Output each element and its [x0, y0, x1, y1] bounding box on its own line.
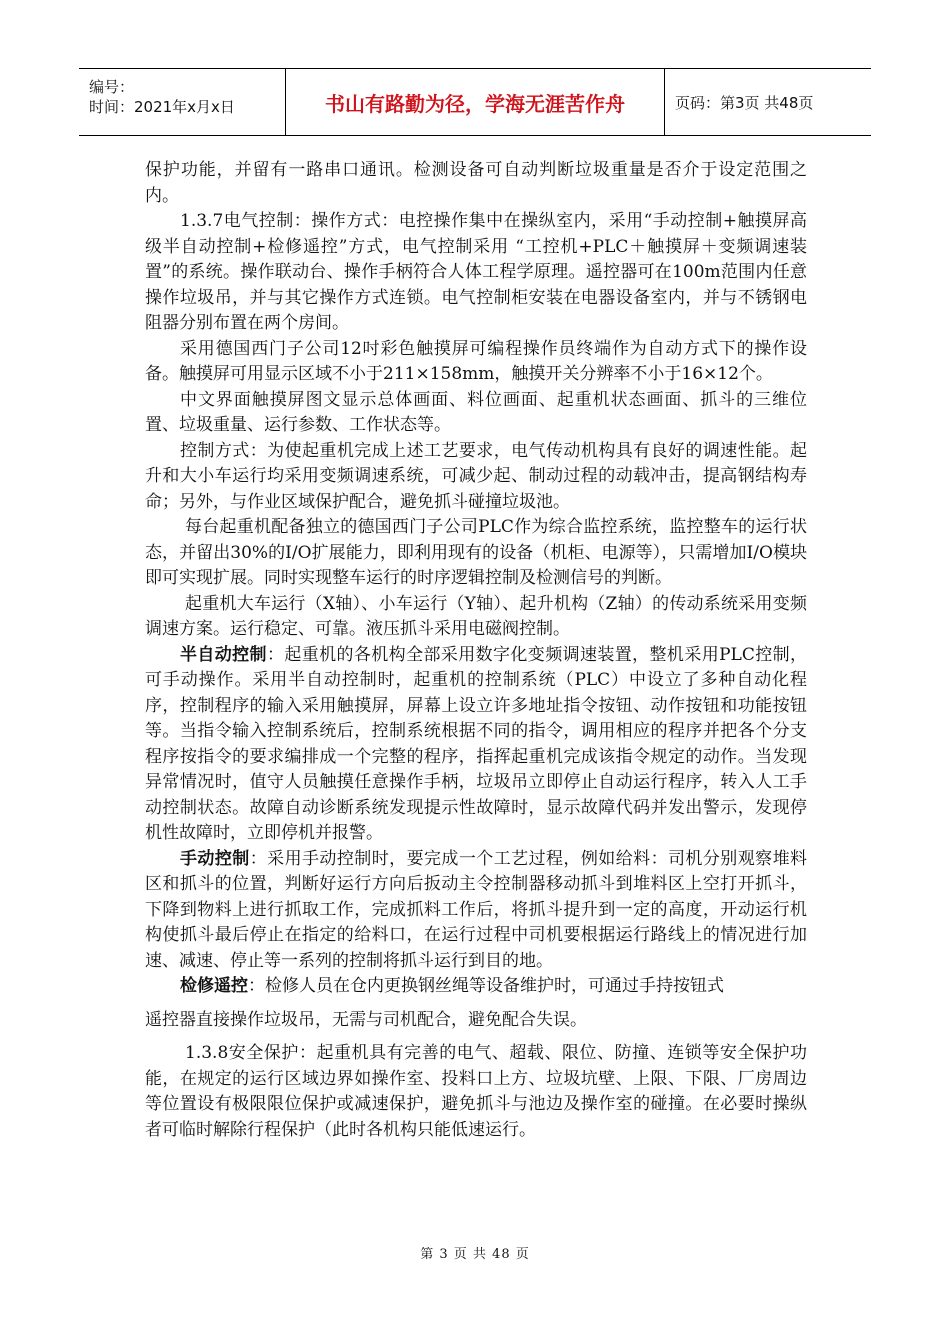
header-page-info: 页码：第3页 共48页 [675, 93, 814, 112]
paragraph [145, 643, 807, 847]
page-header [79, 68, 871, 136]
document-body [145, 158, 807, 1143]
paragraph: 保护功能，并留有一路串口通讯。检测设备可自动判断垃圾重量是否介于设定范围之内。 [145, 160, 807, 206]
header-meta [79, 69, 285, 135]
paragraph: 采用德国西门子公司12吋彩色触摸屏可编程操作员终端作为自动方式下的操作设备。触摸屏可用显示区域不小于211×158mm，触摸开关分辨率不小于16×12个。 [145, 338, 807, 384]
paragraph: 控制方式：为使起重机完成上述工艺要求，电气传动机构具有良好的调速性能。起升和大小车运行均采用变频调速系统，可减少起、制动过程的动载冲击，提高钢结构寿命；另外，与作业区域保护配合，避免抓斗碰撞垃圾池。 [145, 440, 807, 512]
paragraph [145, 974, 807, 1000]
header-motto: 书山有路勤为径，学海无涯苦作舟 [285, 69, 665, 135]
paragraph: 1.3.7电气控制：操作方式：电控操作集中在操纵室内，采用“手动控制+触摸屏高级半自动控制+检修遥控”方式，电气控制采用 “工控机+PLC＋触摸屏＋变频调速装置”的系统。操作联动台、操作手柄符合人体工程学原理。遥控器可在100m范围内任意操作垃圾吊，并与其它操作方式连锁。电气控制柜安装在电器设备室内，并与不锈钢电阻器分别布置在两个房间。 [145, 211, 807, 333]
section-lead: 检修遥控 [180, 976, 248, 996]
paragraph: 中文界面触摸屏图文显示总体画面、料位画面、起重机状态画面、抓斗的三维位置、垃圾重量、运行参数、工作状态等。 [145, 389, 807, 435]
paragraph-text: ：起重机的各机构全部采用数字化变频调速装置，整机采用PLC控制，可手动操作。采用半自动控制时，起重机的控制系统（PLC）中设立了多种自动化程序，控制程序的输入采用触摸屏，屏幕上设立许多地址指令按钮、动作按钮和功能按钮等。当指令输入控制系统后，控制系统根据不同的指令，调用相应的程序并把各个分支程序按指令的要求编排成一个完整的程序，指挥起重机完成该指令规定的动作。当发现异常情况时，值守人员触摸任意操作手柄，垃圾吊立即停止自动运行程序，转入人工手动控制状态。故障自动诊断系统发现提示性故障时，显示故障代码并发出警示，发现停机性故障时，立即停机并报警。 [145, 644, 808, 843]
doc-number-label: 编号： [89, 78, 135, 96]
paragraph: 起重机大车运行（X轴）、小车运行（Y轴）、起升机构（Z轴）的传动系统采用变频调速方案。运行稳定、可靠。液压抓斗采用电磁阀控制。 [145, 593, 807, 639]
section-lead: 手动控制 [180, 848, 250, 869]
paragraph: 遥控器直接操作垃圾吊，无需与司机配合，避免配合失误。 [145, 1009, 587, 1030]
paragraph [145, 847, 807, 975]
paragraph: 1.3.8安全保护：起重机具有完善的电气、超载、限位、防撞、连锁等安全保护功能，在规定的运行区域边界如操作室、投料口上方、垃圾坑壁、上限、下限、厂房周边等位置设有极限限位保护或减速保护，避免抓斗与池边及操作室的碰撞。在必要时操纵者可临时解除行程保护（此时各机构只能低速运行。 [145, 1043, 807, 1140]
page-footer: 第 3 页 共 48 页 [420, 1247, 530, 1262]
section-lead: 半自动控制 [180, 644, 267, 665]
doc-time-label: 时间：2021年x月x日 [89, 98, 235, 116]
paragraph-text: ：采用手动控制时，要完成一个工艺过程，例如给料：司机分别观察堆料区和抓斗的位置，判断好运行方向后扳动主令控制器移动抓斗到堆料区上空打开抓斗，下降到物料上进行抓取工作，完成抓料工作后，将抓斗提升到一定的高度，开动运行机构使抓斗最后停止在指定的给料口，在运行过程中司机要根据运行路线上的情况进行加速、减速、停止等一系列的控制将抓斗运行到目的地。 [145, 848, 808, 971]
paragraph: 每台起重机配备独立的德国西门子公司PLC作为综合监控系统，监控整车的运行状态，并留出30%的I/O扩展能力，即利用现有的设备（机柜、电源等），只需增加I/O模块即可实现扩展。同时实现整车运行的时序逻辑控制及检测信号的判断。 [145, 517, 807, 588]
paragraph-text: ：检修人员在仓内更换钢丝绳等设备维护时，可通过手持按钮式 [248, 976, 724, 996]
